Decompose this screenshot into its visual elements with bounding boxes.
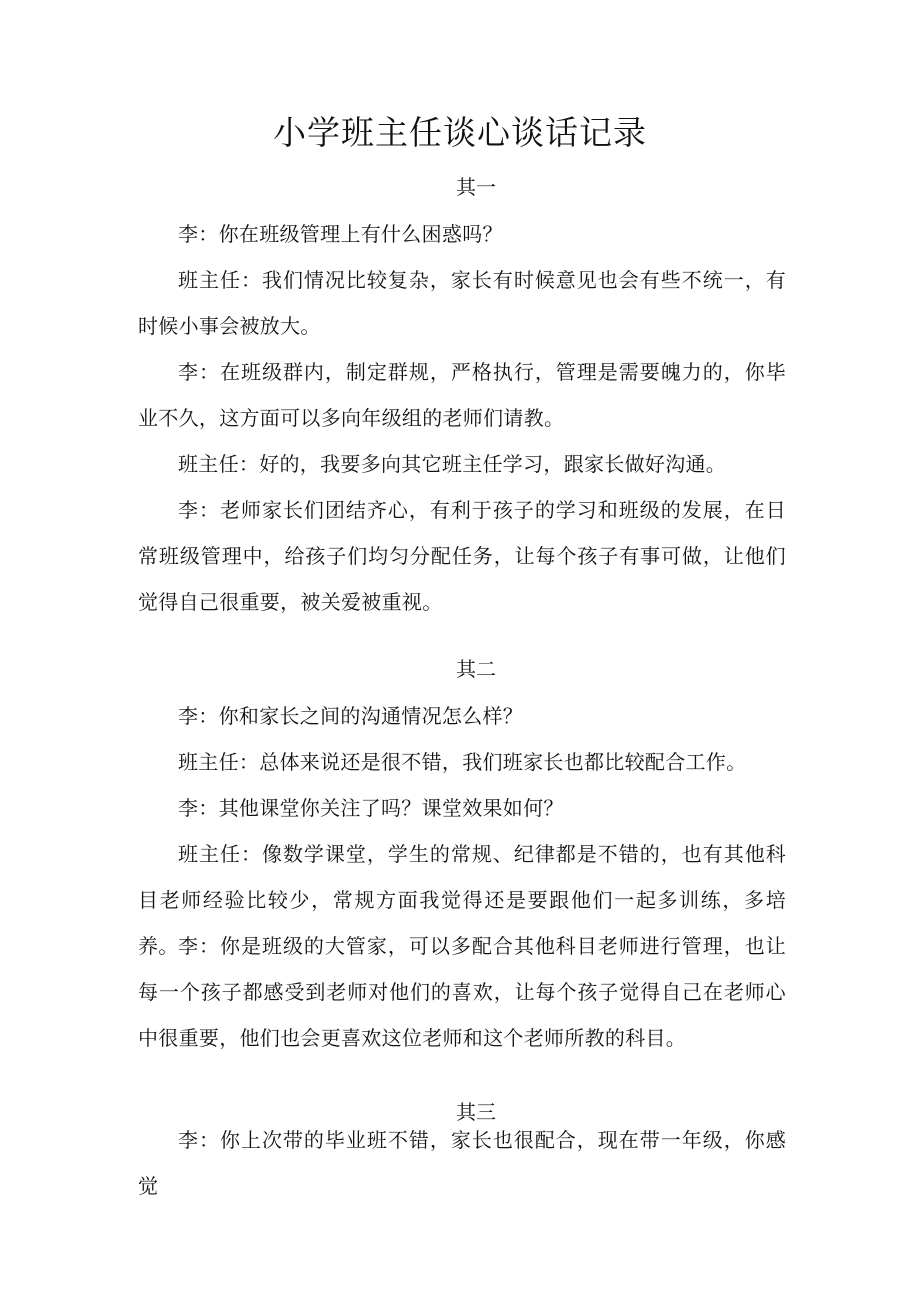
- paragraph: 李：你在班级管理上有什么困惑吗？: [178, 222, 503, 246]
- paragraph: 李：你上次带的毕业班不错，家长也很配合，现在带一年级，你感觉: [138, 1128, 786, 1198]
- section-heading-3: 其三: [456, 1100, 496, 1124]
- paragraph: 李：老师家长们团结齐心，有利于孩子的学习和班级的发展，在日常班级管理中，给孩子们均匀分配任务，让每个孩子有事可做，让他们觉得自己很重要，被关爱被重视。: [138, 498, 786, 614]
- paragraph: 班主任：好的，我要多向其它班主任学习，跟家长做好沟通。: [178, 452, 727, 476]
- paragraph: 李：你是班级的大管家，可以多配合其他科目老师进行管理，也让每一个孩子都感受到老师对他们的喜欢，让每个孩子觉得自己在老师心中很重要，他们也会更喜欢这位老师和这个老师所教的科目。: [138, 934, 786, 1050]
- paragraph: 班主任：总体来说还是很不错，我们班家长也都比较配合工作。: [178, 750, 747, 774]
- paragraph: 李：你和家长之间的沟通情况怎么样？: [178, 704, 524, 728]
- section-heading-2: 其二: [456, 657, 496, 681]
- document-title: 小学班主任谈心谈话记录: [273, 113, 647, 152]
- paragraph: 李：其他课堂你关注了吗？课堂效果如何？: [178, 796, 564, 820]
- paragraph: 班主任：像数学课堂，学生的常规、纪律都是不错的，也有其他科目老师经验比较少，常规方面我觉得还是要跟他们一起多训练，多培养。: [138, 842, 786, 958]
- paragraph: 李：在班级群内，制定群规，严格执行，管理是需要魄力的，你毕业不久，这方面可以多向年级组的老师们请教。: [138, 360, 786, 430]
- section-heading-1: 其一: [456, 175, 496, 199]
- paragraph: 班主任：我们情况比较复杂，家长有时候意见也会有些不统一，有时候小事会被放大。: [138, 268, 786, 338]
